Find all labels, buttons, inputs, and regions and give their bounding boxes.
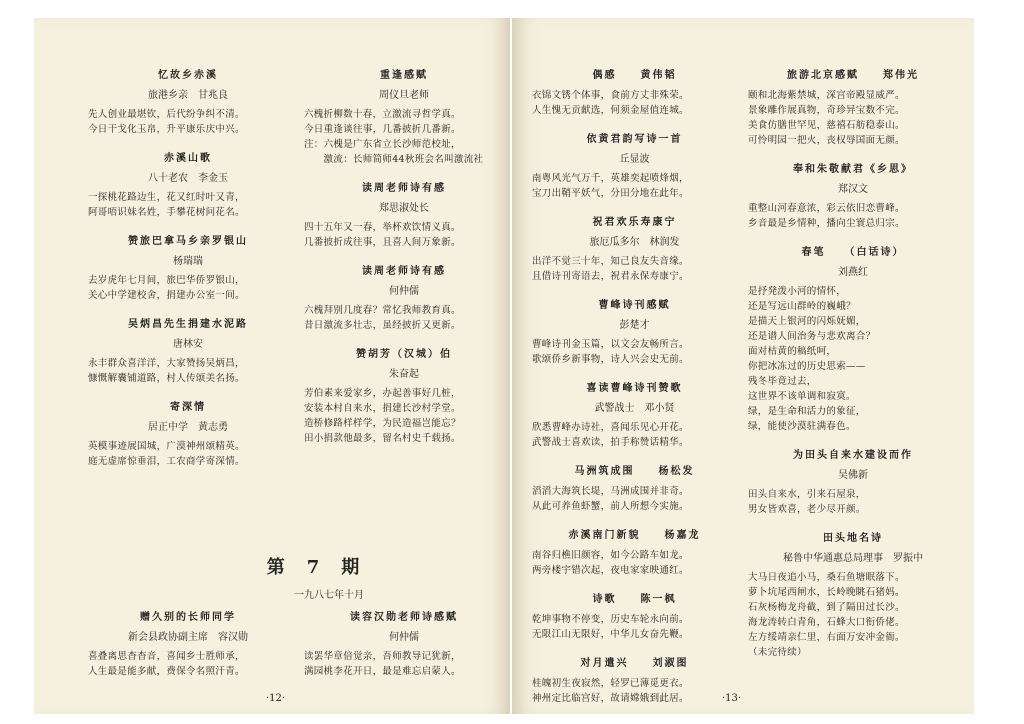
page-number-right: ·13· (722, 693, 742, 704)
poem-title: 寄深情 (170, 402, 206, 413)
poem-line: 残冬毕竟过去， (748, 376, 817, 387)
poem-line: 永丰群众喜洋洋，大家赞扬吴炳昌， (88, 358, 245, 369)
poem-section (748, 68, 958, 162)
poem-title: 奉和朱敬献君《乡思》 (793, 164, 913, 175)
poem-line: 六槐折柳数十春，立激流寻哲学真。 (304, 109, 461, 120)
poem-line: 且借诗刊寄语去，祝君永保寿康宁。 (532, 271, 689, 282)
poem-title: 喜读曹峰诗刊赞歌 (586, 383, 683, 394)
poem-title: 忆故乡赤溪 (158, 70, 218, 81)
poem-author: 居正中学 黄志勇 (148, 422, 228, 433)
poem-line: 出洋不觉三十年，知己良友失音缘。 (532, 256, 689, 267)
poem-section (532, 381, 737, 464)
poem-title: 吴炳昌先生捐建水泥路 (128, 319, 248, 330)
poem-line: 阿哥唔识妹名姓，手攀花树问花名。 (88, 207, 245, 218)
poem-author: 秘鲁中华通惠总局理事 罗振中 (783, 553, 923, 564)
poem-author: 刘燕红 (838, 267, 868, 278)
poem-title: 为田头自来水建设而作 (793, 450, 913, 461)
poem-line: 关心中学建校舍，捐建办公室一间。 (88, 290, 245, 301)
poem-section (88, 317, 288, 400)
poem-title: 田头地名诗 (823, 533, 883, 544)
poem-line: 石灰杨梅龙舟截，到了隔田过长沙。 (748, 602, 905, 613)
poem-line: 昔日激流多壮志，虽经披折又更新。 (304, 320, 461, 331)
poem-section (532, 215, 737, 298)
poem-line: 海龙涛转白青角，石蜂大口衔侨佬。 (748, 617, 905, 628)
poem-title: 马洲筑成围 杨松发 (574, 466, 695, 477)
poem-author: 旅港乡亲 甘兆良 (148, 90, 228, 101)
poem-section (88, 234, 288, 317)
poem-line: 面对枯黄的稿纸呵， (748, 346, 837, 357)
poem-line: 左方绥靖亲仁里，右面万安冲金衙。 (748, 632, 905, 643)
poem-author: 郑思淑处长 (379, 203, 429, 214)
poem-line: 还是谱人间治务与悲欢离合？ (748, 331, 876, 342)
poem-line: 美食仿膳世罕见，慈禧石舫稳泰山。 (748, 120, 905, 131)
poem-author: 彭楚才 (619, 320, 650, 331)
poem-line: 南粤风光气万千，英雄奕起喷烽烟， (532, 173, 689, 184)
poem-line: 武警战士喜欢读，拍手称赞话精华。 (532, 437, 689, 448)
poem-title: 祝君欢乐寿康宁 (592, 217, 677, 228)
poem-section (748, 448, 958, 531)
right-page (512, 18, 974, 714)
poem-line: 六槐拜别几度春？常忆我师教育真。 (304, 305, 461, 316)
poem-title: 读容汉勋老师诗感赋 (350, 612, 458, 623)
poem-line: 滔滔大海筑长堤，马洲成围并非奇。 (532, 486, 689, 497)
issue-date: 一九八七年十月 (294, 590, 364, 601)
poem-section (88, 610, 288, 693)
poem-section (88, 400, 288, 483)
left-page (34, 18, 510, 714)
poem-section (304, 181, 504, 264)
poem-line: 田头自来水，引来石屋泉， (748, 489, 866, 500)
right-column-1 (532, 68, 737, 720)
poem-title: 诗歌 陈一枫 (592, 594, 677, 605)
poem-line: 今日干戈化玉帛，升平康乐庆中兴。 (88, 124, 245, 135)
poem-title: 对月遣兴 刘淑图 (580, 658, 689, 669)
poem-line: 慷慨解囊铺道路，村人传颂美名扬。 (88, 373, 245, 384)
poem-line: 绿，是生命和活力的象征， (748, 406, 866, 417)
poem-line: 乡音最是乡情种，播向尘寰总归宗。 (748, 218, 905, 229)
left-column-1-bottom (88, 610, 288, 693)
poem-section (88, 68, 288, 151)
poem-line: 田小捐款他最多，留名村史千载扬。 (304, 433, 461, 444)
poem-line: 两旁楼宇错次起，夜电家家映通红。 (532, 565, 689, 576)
poem-title: 赤溪南门新貌 杨嘉龙 (568, 530, 701, 541)
poem-section (748, 162, 958, 245)
poem-section (532, 132, 737, 215)
poem-author: 吴佛新 (838, 470, 868, 481)
poem-line: 喜叠离思杳杳音，喜闻乡士胜师承， (88, 651, 245, 662)
poem-author: 丘显波 (619, 154, 650, 165)
poem-line: 是抒発泼小河的情怀， (748, 286, 847, 297)
poem-line: 芳伯素来爱家乡，办起善事好几桩， (304, 388, 461, 399)
poem-line: 几番披折成往事，且喜人间万象新。 (304, 237, 461, 248)
poem-author: 周仪旦老师 (379, 90, 429, 101)
poem-author: 新会县政协副主席 容汉勋 (128, 632, 248, 643)
poem-line: 大马日夜追小马，桑石鱼塘眠落下。 (748, 572, 905, 583)
poem-line: 人生最是能多献，费保令名照汗青。 (88, 666, 245, 677)
poem-title: 重逢感赋 (380, 70, 428, 81)
poem-line: 歌颂侨乡新事物，诗人兴会史无前。 (532, 354, 689, 365)
poem-line: 南谷归樵旧颜容，如今公路车如龙。 (532, 550, 689, 561)
issue-heading: 第7期 (266, 557, 382, 578)
poem-section (88, 151, 288, 234)
poem-line: 是描天上银河的闪烁妩媚， (748, 316, 866, 327)
poem-line: 四十五年又一春，举杯欢饮情义真。 (304, 222, 461, 233)
poem-line: 无限江山无限好，中华儿女奋先鞭。 (532, 629, 689, 640)
poem-line: 人生愧无贡献选，何须金屋值连城。 (532, 105, 689, 116)
poem-line: 从此可养鱼虾蟹，前人所想今实施。 (532, 501, 689, 512)
poem-line: 曹峰诗刊金玉篇，以文会友畅所言。 (532, 339, 689, 350)
poem-section (304, 347, 504, 460)
poem-title: 依黄君韵写诗一首 (586, 134, 683, 145)
poem-line: 萝卜坑尾西闸水，长岭晚眺石猪妈。 (748, 587, 905, 598)
poem-line: 先人创业最堪钦，后代纷争纠不清。 (88, 109, 245, 120)
left-column-2-bottom (304, 610, 504, 693)
poem-section (532, 298, 737, 381)
poem-author: 朱奋起 (389, 369, 419, 380)
poem-line: 你把冰冻过的历史思索—— (748, 361, 866, 372)
poem-line: 可怜明园一把火，丧权辱国面无颜。 (748, 135, 905, 146)
poem-author: 郑汉文 (838, 184, 868, 195)
poem-section (532, 68, 737, 132)
poem-title: 曹峰诗刊感赋 (598, 300, 671, 311)
poem-line: （未完待续） (748, 647, 807, 658)
left-column-1 (88, 68, 288, 483)
poem-line: 宝刀出鞘平妖气，分田分地在此年。 (532, 188, 689, 199)
left-column-2 (304, 68, 504, 460)
poem-line: 英模事迹展国城，广漠神州颂精英。 (88, 441, 245, 452)
poem-title: 读周老师诗有感 (362, 183, 446, 194)
poem-line: 衣锦文锈个体事，食前方丈非殊荣。 (532, 90, 689, 101)
poem-author: 旅厄瓜多尔 林润发 (589, 237, 680, 248)
poem-author: 武警战士 邓小贤 (594, 403, 675, 414)
poem-line: 造桥修路样样学，为民造福岂能忘？ (304, 418, 461, 429)
poem-section (748, 531, 958, 674)
poem-title: 赞旅巴拿马乡亲罗银山 (128, 236, 248, 247)
poem-section (532, 464, 737, 528)
poem-line: 这世界不该单调和寂寞。 (748, 391, 856, 402)
poem-line: 欣悉曹峰办诗社，喜闻乐见心开花。 (532, 422, 689, 433)
page-number-left: ·12· (266, 693, 286, 704)
poem-line: 安装本村自来水，捐建长沙村学堂。 (304, 403, 461, 414)
poem-line: 绿，能使沙漠驻满春色。 (748, 421, 856, 432)
poem-author: 杨瑞瑞 (173, 256, 203, 267)
poem-section (304, 610, 504, 693)
poem-author: 何仲儒 (389, 632, 419, 643)
poem-section (532, 592, 737, 656)
poem-section (304, 264, 504, 347)
poem-section (532, 656, 737, 720)
poem-line: 男女皆欢喜，老少尽开颜。 (748, 504, 866, 515)
poem-title: 赞胡芳（汉城）伯 (356, 349, 452, 360)
poem-title: 读周老师诗有感 (362, 266, 446, 277)
poem-line: 神州定比临宫好，故请嫦娥到此居。 (532, 693, 689, 704)
poem-line: 桂魄初生夜寂然，轻罗已薄觅更衣。 (532, 678, 689, 689)
poem-line: 还是写远山群岭的巍峨？ (748, 301, 856, 312)
poem-title: 赠久别的长师同学 (140, 612, 236, 623)
poem-title: 赤溪山歌 (164, 153, 212, 164)
poem-section (304, 68, 504, 181)
poem-title: 偶感 黄伟韬 (592, 70, 677, 81)
poem-line: 满园桃李花开日，最是难忘启蒙人。 (304, 666, 461, 677)
poem-title: 旅游北京感赋 郑伟光 (787, 70, 919, 81)
poem-line: 今日重逢谈往事，几番披折几番新。 (304, 124, 461, 135)
poem-line: 一探桃花路边生，花又红时叶又青， (88, 192, 245, 203)
poem-line: 去岁虎年七月间，旅巴华侨罗银山， (88, 275, 245, 286)
poem-line: 颐和北海紫禁城，深宫帝殿显威严。 (748, 90, 905, 101)
poem-line: 注：六槐是广东省立长沙师范校址， (304, 139, 461, 150)
poem-author: 何仲儒 (389, 286, 419, 297)
poem-author: 唐林安 (173, 339, 203, 350)
poem-line: 重整山河春意浓，彩云依旧恋曹峰。 (748, 203, 905, 214)
poem-line: 读罢华章倍觉亲，吾师教导记犹新， (304, 651, 461, 662)
poem-section (748, 245, 958, 448)
poem-section (532, 528, 737, 592)
poem-line: 激流：长师简师44秋班会名叫激流社 (304, 154, 484, 165)
poem-author: 八十老农 李金玉 (148, 173, 228, 184)
poem-title: 春笔 （白话诗） (801, 247, 905, 258)
poem-line: 乾坤事物不停变，历史车轮永向前。 (532, 614, 689, 625)
right-column-2 (748, 68, 958, 674)
poem-line: 庭无虚席惊垂泪，工农商学寄深情。 (88, 456, 245, 467)
poem-line: 景象雕作展真物，奇珍异宝数不完。 (748, 105, 905, 116)
